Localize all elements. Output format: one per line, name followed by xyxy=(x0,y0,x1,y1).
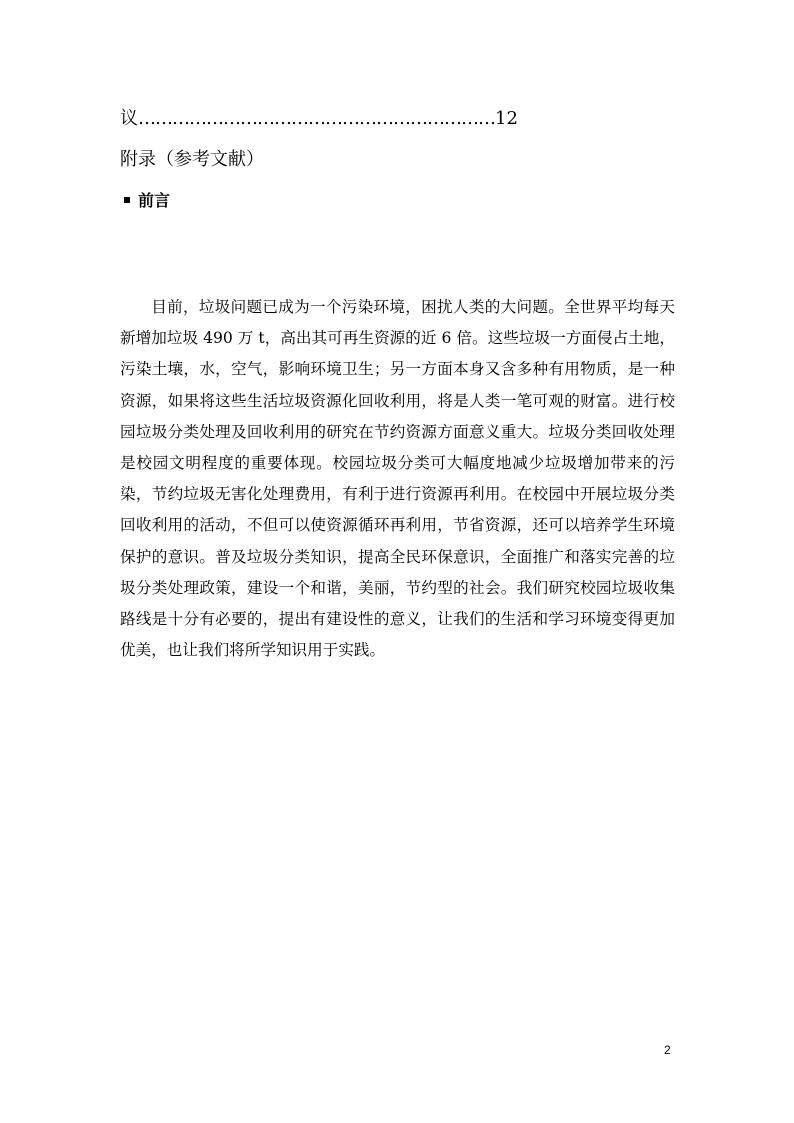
toc-page-number: 12 xyxy=(495,108,518,129)
section-title: 前言 xyxy=(138,191,171,210)
toc-entry-text: 议 xyxy=(120,108,138,129)
toc-leader-dots: ……………………………………………………… xyxy=(138,108,495,129)
bullet-icon xyxy=(124,197,130,203)
appendix-heading: 附录（参考文献） xyxy=(120,149,264,170)
page-number: 2 xyxy=(664,1043,671,1057)
body-paragraph: 目前，垃圾问题已成为一个污染环境，困扰人类的大问题。全世界平均每天新增加垃圾 490 万 t，高出其可再生资源的近 6 倍。这些垃圾一方面侵占土地，污染土壤，水，空气，影响环境卫生；另一方面本身又含多种有用物质，是一种资源，如果将这些生活垃圾资源化回收利用，将是人类一笔可观的财富。进行校园垃圾分类处理及回收利用的研究在节约资源方面意义重大。垃圾分类回收处理是校园文明程度的重要体现。校园垃圾分类可大幅度地减少垃圾增加带来的污染，节约垃圾无害化处理费用，有利于进行资源再利用。在校园中开展垃圾分类回收利用的活动，不但可以使资源循环再利用，节省资源，还可以培养学生环境保护的意识。普及垃圾分类知识，提高全民环保意识，全面推广和落实完善的垃圾分类处理政策，建设一个和谐，美丽，节约型的社会。我们研究校园垃圾收集路线是十分有必要的，提出有建设性的意义，让我们的生活和学习环境变得更加优美，也让我们将所学知识用于实践。 xyxy=(120,298,675,660)
toc-entry xyxy=(120,104,580,134)
section-heading xyxy=(124,189,170,213)
